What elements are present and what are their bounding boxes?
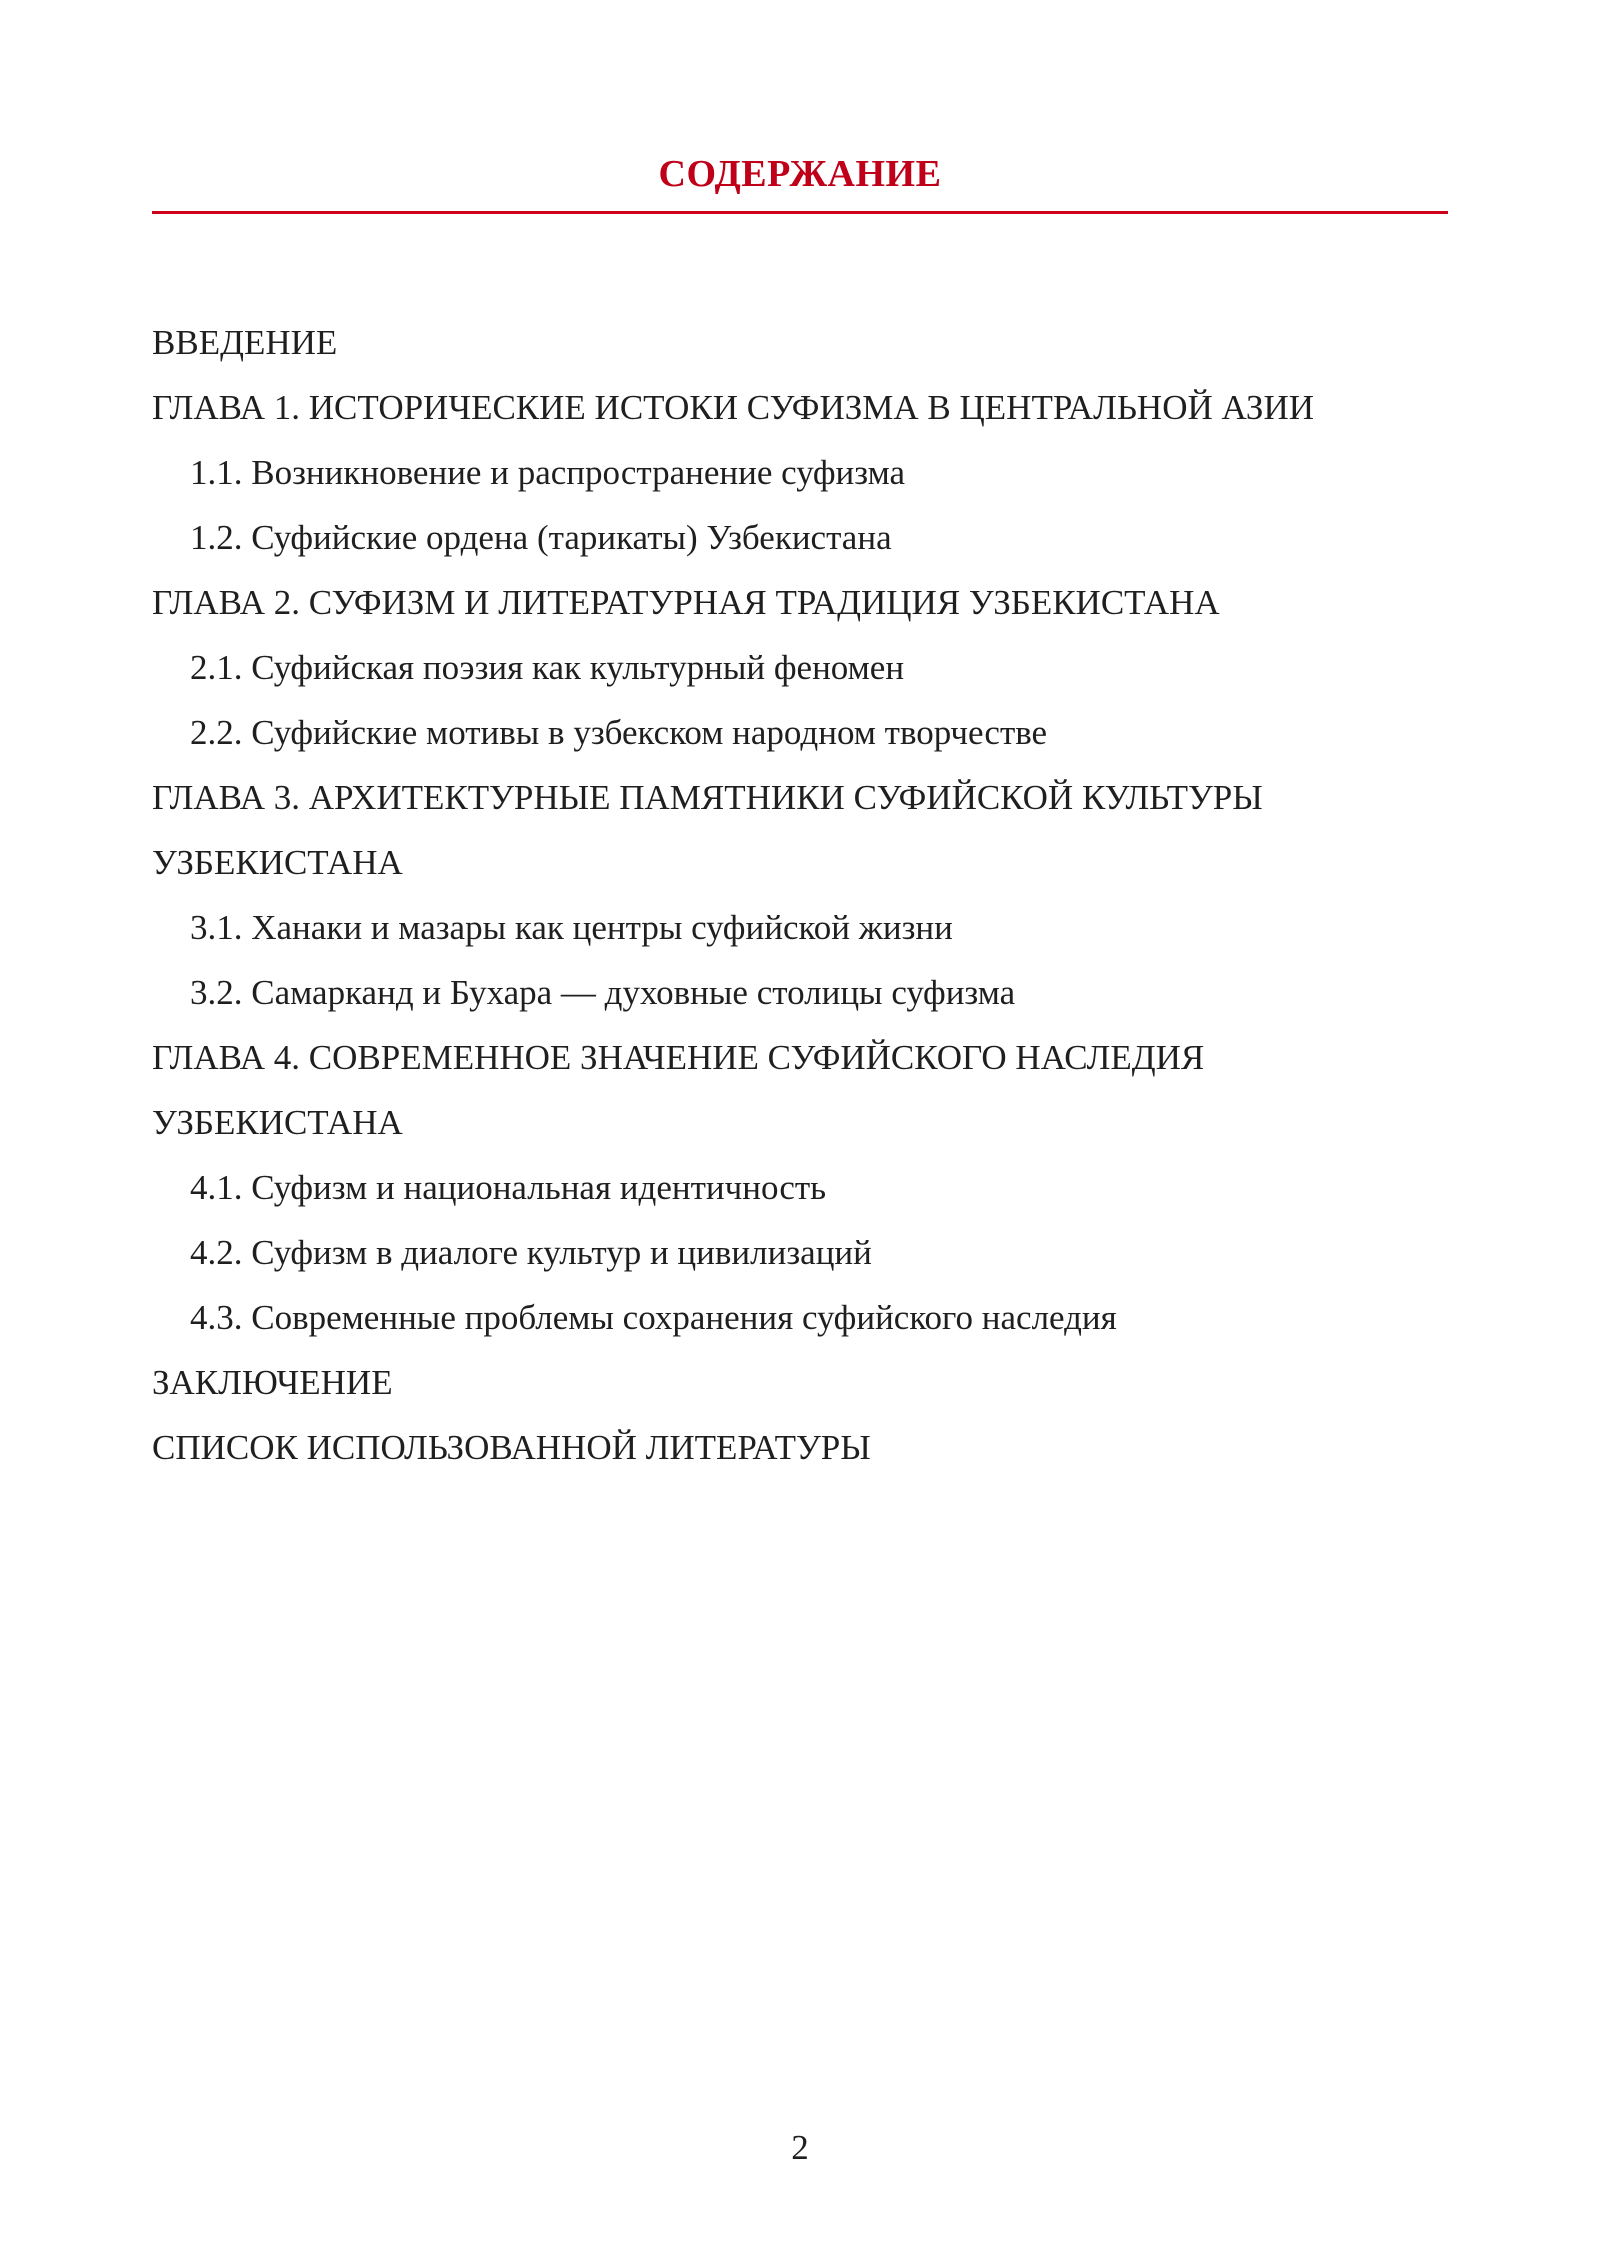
toc-entry-conclusion: ЗАКЛЮЧЕНИЕ: [152, 1363, 393, 1402]
title-underline: [152, 211, 1448, 214]
page-number: 2: [791, 2128, 809, 2167]
toc-entry-section-4-2: 4.2. Суфизм в диалоге культур и цивилизаций: [190, 1233, 872, 1272]
toc-entry-section-1-1: 1.1. Возникновение и распространение суфизма: [190, 453, 906, 492]
toc-entry-introduction: ВВЕДЕНИЕ: [152, 323, 338, 362]
toc-entry-bibliography: СПИСОК ИСПОЛЬЗОВАННОЙ ЛИТЕРАТУРЫ: [152, 1428, 871, 1467]
table-of-contents: [152, 310, 1452, 1480]
toc-entry-section-3-1: 3.1. Ханаки и мазары как центры суфийской жизни: [190, 908, 953, 947]
toc-entry-chapter-2: ГЛАВА 2. СУФИЗМ И ЛИТЕРАТУРНАЯ ТРАДИЦИЯ УЗБЕКИСТАНА: [152, 583, 1220, 622]
toc-entry-chapter-3: ГЛАВА 3. АРХИТЕКТУРНЫЕ ПАМЯТНИКИ СУФИЙСКОЙ КУЛЬТУРЫ: [152, 778, 1263, 817]
toc-entry-section-1-2: 1.2. Суфийские ордена (тарикаты) Узбекистана: [190, 518, 892, 557]
toc-entry-section-2-2: 2.2. Суфийские мотивы в узбекском народном творчестве: [190, 713, 1048, 752]
toc-entry-section-4-3: 4.3. Современные проблемы сохранения суфийского наследия: [190, 1298, 1117, 1337]
toc-entry-chapter-4: ГЛАВА 4. СОВРЕМЕННОЕ ЗНАЧЕНИЕ СУФИЙСКОГО НАСЛЕДИЯ: [152, 1038, 1205, 1077]
toc-entry-chapter-1: ГЛАВА 1. ИСТОРИЧЕСКИЕ ИСТОКИ СУФИЗМА В ЦЕНТРАЛЬНОЙ АЗИИ: [152, 388, 1314, 427]
toc-entry-section-4-1: 4.1. Суфизм и национальная идентичность: [190, 1168, 827, 1207]
toc-entry-chapter-3-continued: УЗБЕКИСТАНА: [152, 843, 403, 882]
toc-entry-section-2-1: 2.1. Суфийская поэзия как культурный феномен: [190, 648, 905, 687]
page-title: СОДЕРЖАНИЕ: [658, 153, 942, 195]
toc-entry-chapter-4-continued: УЗБЕКИСТАНА: [152, 1103, 403, 1142]
toc-entry-section-3-2: 3.2. Самарканд и Бухара — духовные столицы суфизма: [190, 973, 1016, 1012]
